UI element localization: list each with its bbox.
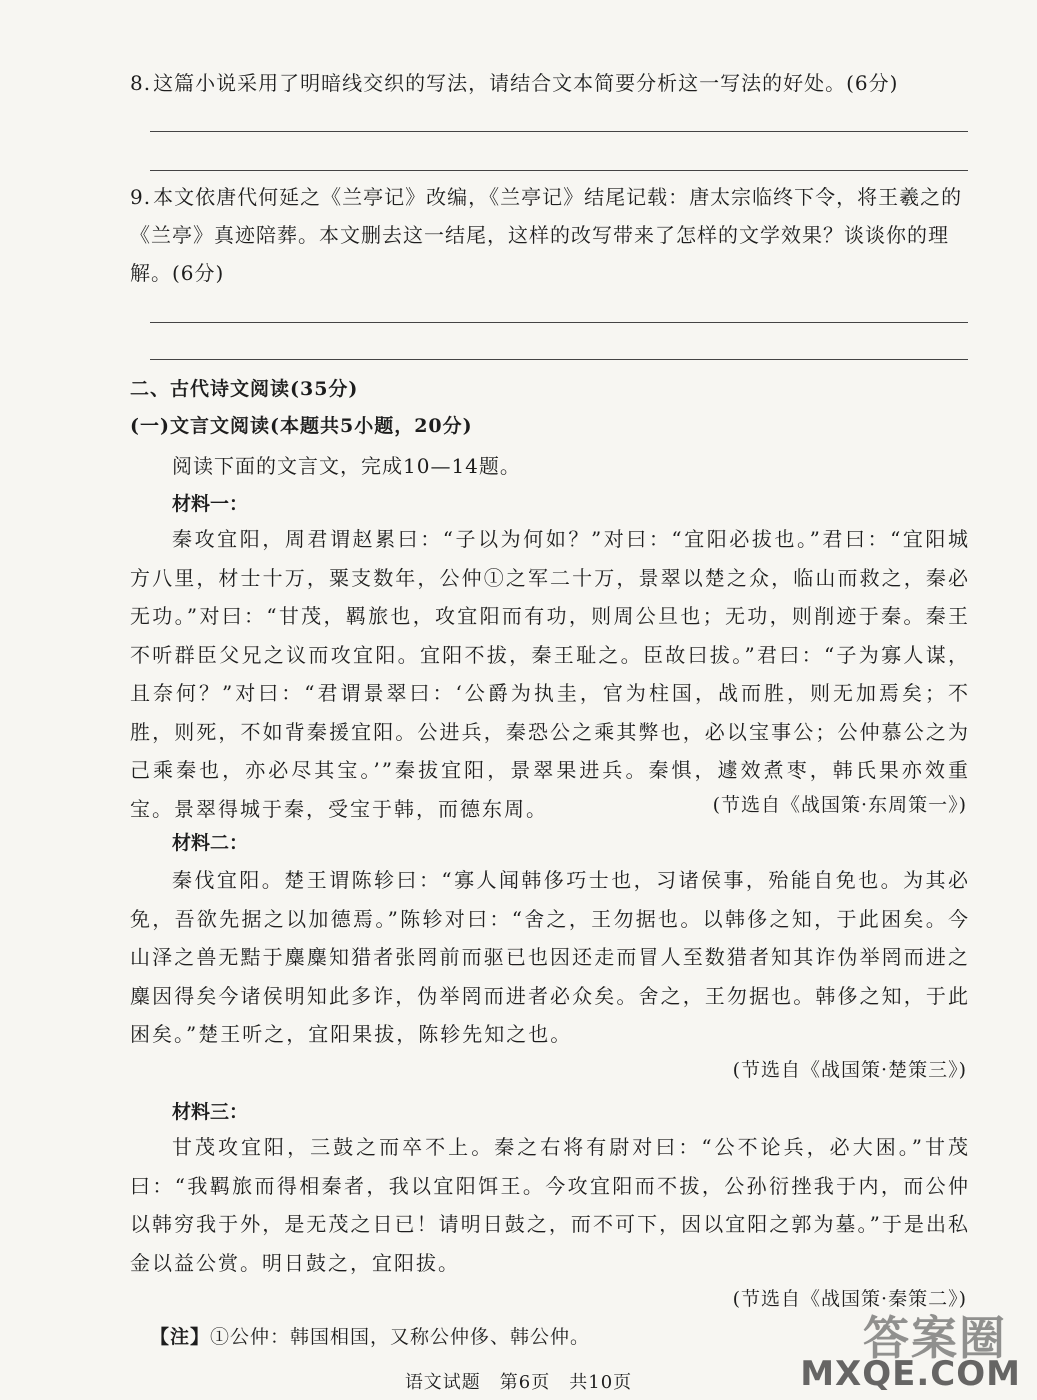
answer-line[interactable] bbox=[150, 131, 968, 132]
material-3-label: 材料三： bbox=[172, 1101, 249, 1123]
question-text: 本文依唐代何延之《兰亭记》改编，《兰亭记》结尾记载：唐太宗临终下令，将王羲之的《兰亭》真迹陪葬。本文删去这一结尾，这样的改写带来了怎样的文学效果？谈谈你的理解。(6分) bbox=[130, 185, 963, 285]
material-2-text: 秦伐宜阳。楚王谓陈轸曰：“寡人闻韩侈巧士也，习诸侯事，殆能自免也。为其必免，吾欲先据之以加德焉。”陈轸对曰：“舍之，王勿据也。以韩侈之知，于此困矣。今山泽之兽无黠于麋麋知猎者张罔前而驱已也因还走而冒人至数猎者知其诈伪举罔而进之麋因得矣今诸侯明知此多诈，伪举罔而进者必众矣。舍之，王勿据也。韩侈之知，于此困矣。”楚王听之，宜阳果拔，陈轸先知之也。 bbox=[130, 868, 970, 1046]
material-1-source: (节选自《战国策·东周策一》) bbox=[712, 794, 967, 816]
note-text: ①公仲：韩国相国，又称公仲侈、韩公仲。 bbox=[210, 1326, 591, 1348]
material-3-source: (节选自《战国策·秦策二》) bbox=[732, 1288, 967, 1310]
answer-line[interactable] bbox=[150, 170, 968, 171]
watermark-en: MXQE.COM bbox=[800, 1354, 1021, 1394]
reading-instruction: 阅读下面的文言文，完成10—14题。 bbox=[172, 454, 521, 478]
question-number: 9. bbox=[130, 185, 152, 209]
material-2-source: (节选自《战国策·楚策三》) bbox=[732, 1059, 967, 1081]
section-heading: 二、古代诗文阅读(35分) bbox=[130, 378, 359, 400]
watermark-logo bbox=[800, 1302, 1029, 1396]
material-2-label: 材料二： bbox=[172, 832, 249, 854]
question-text: 这篇小说采用了明暗线交织的写法，请结合文本简要分析这一写法的好处。(6分) bbox=[153, 71, 899, 95]
subsection-heading: (一)文言文阅读(本题共5小题，20分) bbox=[130, 415, 473, 437]
page-footer: 语文试题 第6页 共10页 bbox=[404, 1372, 633, 1393]
question-8 bbox=[130, 64, 970, 102]
answer-line[interactable] bbox=[150, 359, 968, 360]
watermark-cn: 答案圈 bbox=[863, 1311, 1007, 1365]
material-1-text: 秦攻宜阳，周君谓赵累曰：“子以为何如？”对曰：“宜阳必拔也。”君曰：“宜阳城方八里，材士十万，粟支数年，公仲①之军二十万，景翠以楚之众，临山而救之，秦必无功。”对曰：“甘茂，羁旅也，攻宜阳而有功，则周公旦也；无功，则削迹于秦。秦王不听群臣父兄之议而攻宜阳。宜阳不拔，秦王耻之。臣故曰拔。”君曰：“子为寡人谋，且奈何？”对曰：“君谓景翠曰：‘公爵为执圭，官为柱国，战而胜，则无加焉矣；不胜，则死，不如背秦援宜阳。公进兵，秦恐公之乘其弊也，必以宝事公；公仲慕公之为己乘秦也，亦必尽其宝。’”秦拔宜阳，景翠果进兵。秦惧，遽效煮枣，韩氏果亦效重宝。景翠得城于秦，受宝于韩，而德东周。 bbox=[130, 527, 970, 821]
material-3-text: 甘茂攻宜阳，三鼓之而卒不上。秦之右将有尉对曰：“公不论兵，必大困。”甘茂曰：“我羁旅而得相秦者，我以宜阳饵王。今攻宜阳而不拔，公孙衍挫我于内，而公仲以韩穷我于外，是无茂之日已！请明日鼓之，而不可下，因以宜阳之郭为墓。”于是出私金以益公赏。明日鼓之，宜阳拔。 bbox=[130, 1135, 970, 1275]
annotation-note bbox=[150, 1322, 590, 1349]
material-1-label: 材料一： bbox=[172, 493, 249, 515]
answer-line[interactable] bbox=[150, 322, 968, 323]
question-9 bbox=[130, 178, 970, 292]
question-number: 8. bbox=[130, 71, 152, 95]
note-label: 【注】 bbox=[150, 1326, 211, 1348]
